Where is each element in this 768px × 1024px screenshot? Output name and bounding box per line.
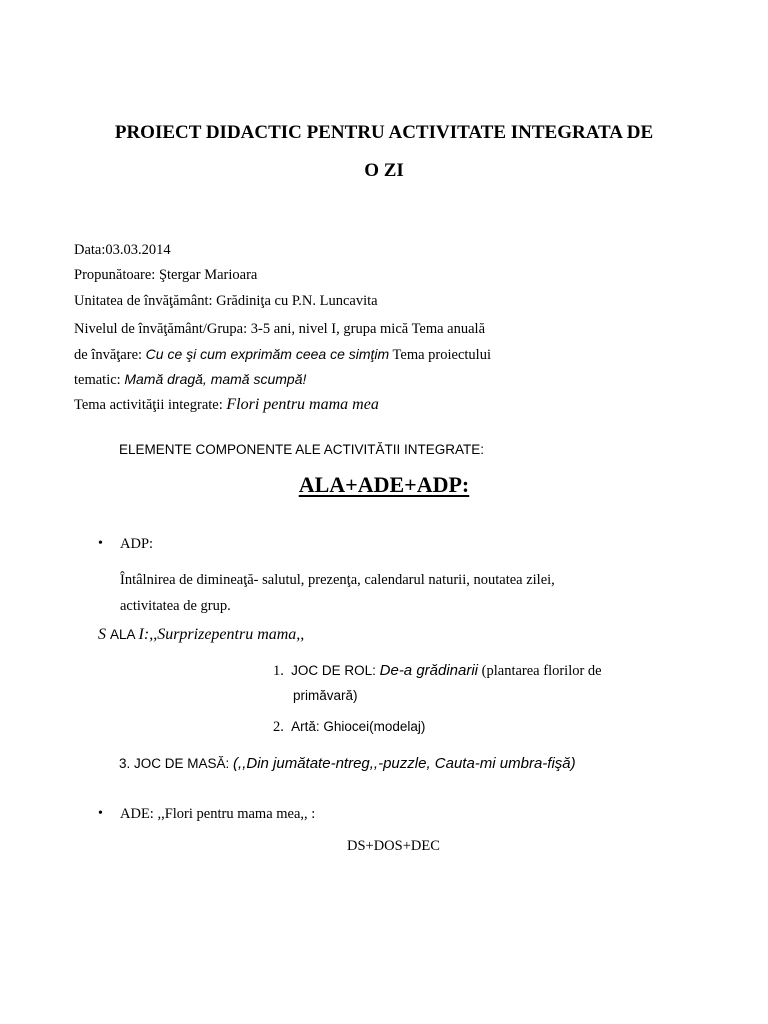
adp-bullet: • [98,536,103,551]
ala-item-1-label: JOC DE ROL: [291,663,380,678]
adp-label: ADP: [120,536,154,552]
ala-prefix: S [98,626,110,643]
ala-item-2 [273,719,425,736]
ala-title: I:,,Surprizepentru mama,, [138,626,305,643]
ala-item-1-line2: primăvară) [293,688,358,703]
ala-item-2-text: Artă: Ghiocei(modelaj) [291,719,426,734]
activity-theme: Flori pentru mama mea [226,396,379,413]
document-title-line1: PROIECT DIDACTIC PENTRU ACTIVITATE INTEGRATA DE [114,122,654,143]
ade-bullet: • [98,806,103,821]
unit-line: Unitatea de învăţământ: Grădiniţa cu P.N. Luncavita [74,293,378,309]
date-line: Data:03.03.2014 [74,242,171,258]
ala-item-3-label: 3. JOC DE MASĂ: [119,756,234,771]
level-line: Nivelul de învăţământ/Grupa: 3-5 ani, nivel I, grupa mică Tema anuală [74,321,486,337]
activity-theme-line [74,396,379,414]
ala-item-3 [119,755,576,773]
ala-item-1-title: De-a grădinarii [379,662,479,679]
annual-theme-line [74,346,491,364]
annual-theme-suffix: Tema proiectului [389,347,491,363]
project-theme: Mamă dragă, mamă scumpă! [124,371,307,387]
ala-label: ALA [110,627,139,642]
components-subheading: ALA+ADE+ADP: [298,472,470,497]
author-line: Propunătoare: Ştergar Marioara [74,267,258,283]
ala-item-1 [273,662,602,680]
ala-item-1-rest: (plantarea florilor de [478,663,602,679]
adp-text-line1: Întâlnirea de dimineaţă- salutul, prezenţa, calendarul naturii, noutatea zilei, [120,572,555,588]
components-heading: ELEMENTE COMPONENTE ALE ACTIVITĂTII INTEGRATE: [119,442,485,457]
ala-title-line [98,626,304,644]
project-theme-prefix: tematic: [74,372,125,388]
ade-label: ADE: ,,Flori pentru mama mea,, : [120,806,316,822]
project-theme-line [74,371,306,389]
ala-item-1-number: 1. [273,663,284,679]
ala-item-3-text: (,,Din jumătate-ntreg,,-puzzle, Cauta-mi umbra-fişă) [233,755,576,772]
annual-theme: Cu ce şi cum exprimăm ceea ce simţim [145,346,390,362]
activity-theme-prefix: Tema activităţii integrate: [74,397,227,413]
ade-formula: DS+DOS+DEC [347,838,440,854]
ala-item-2-number: 2. [273,719,284,735]
document-title-line2: O ZI [364,160,404,181]
annual-theme-prefix: de învăţare: [74,347,146,363]
adp-text-line2: activitatea de grup. [120,598,231,614]
